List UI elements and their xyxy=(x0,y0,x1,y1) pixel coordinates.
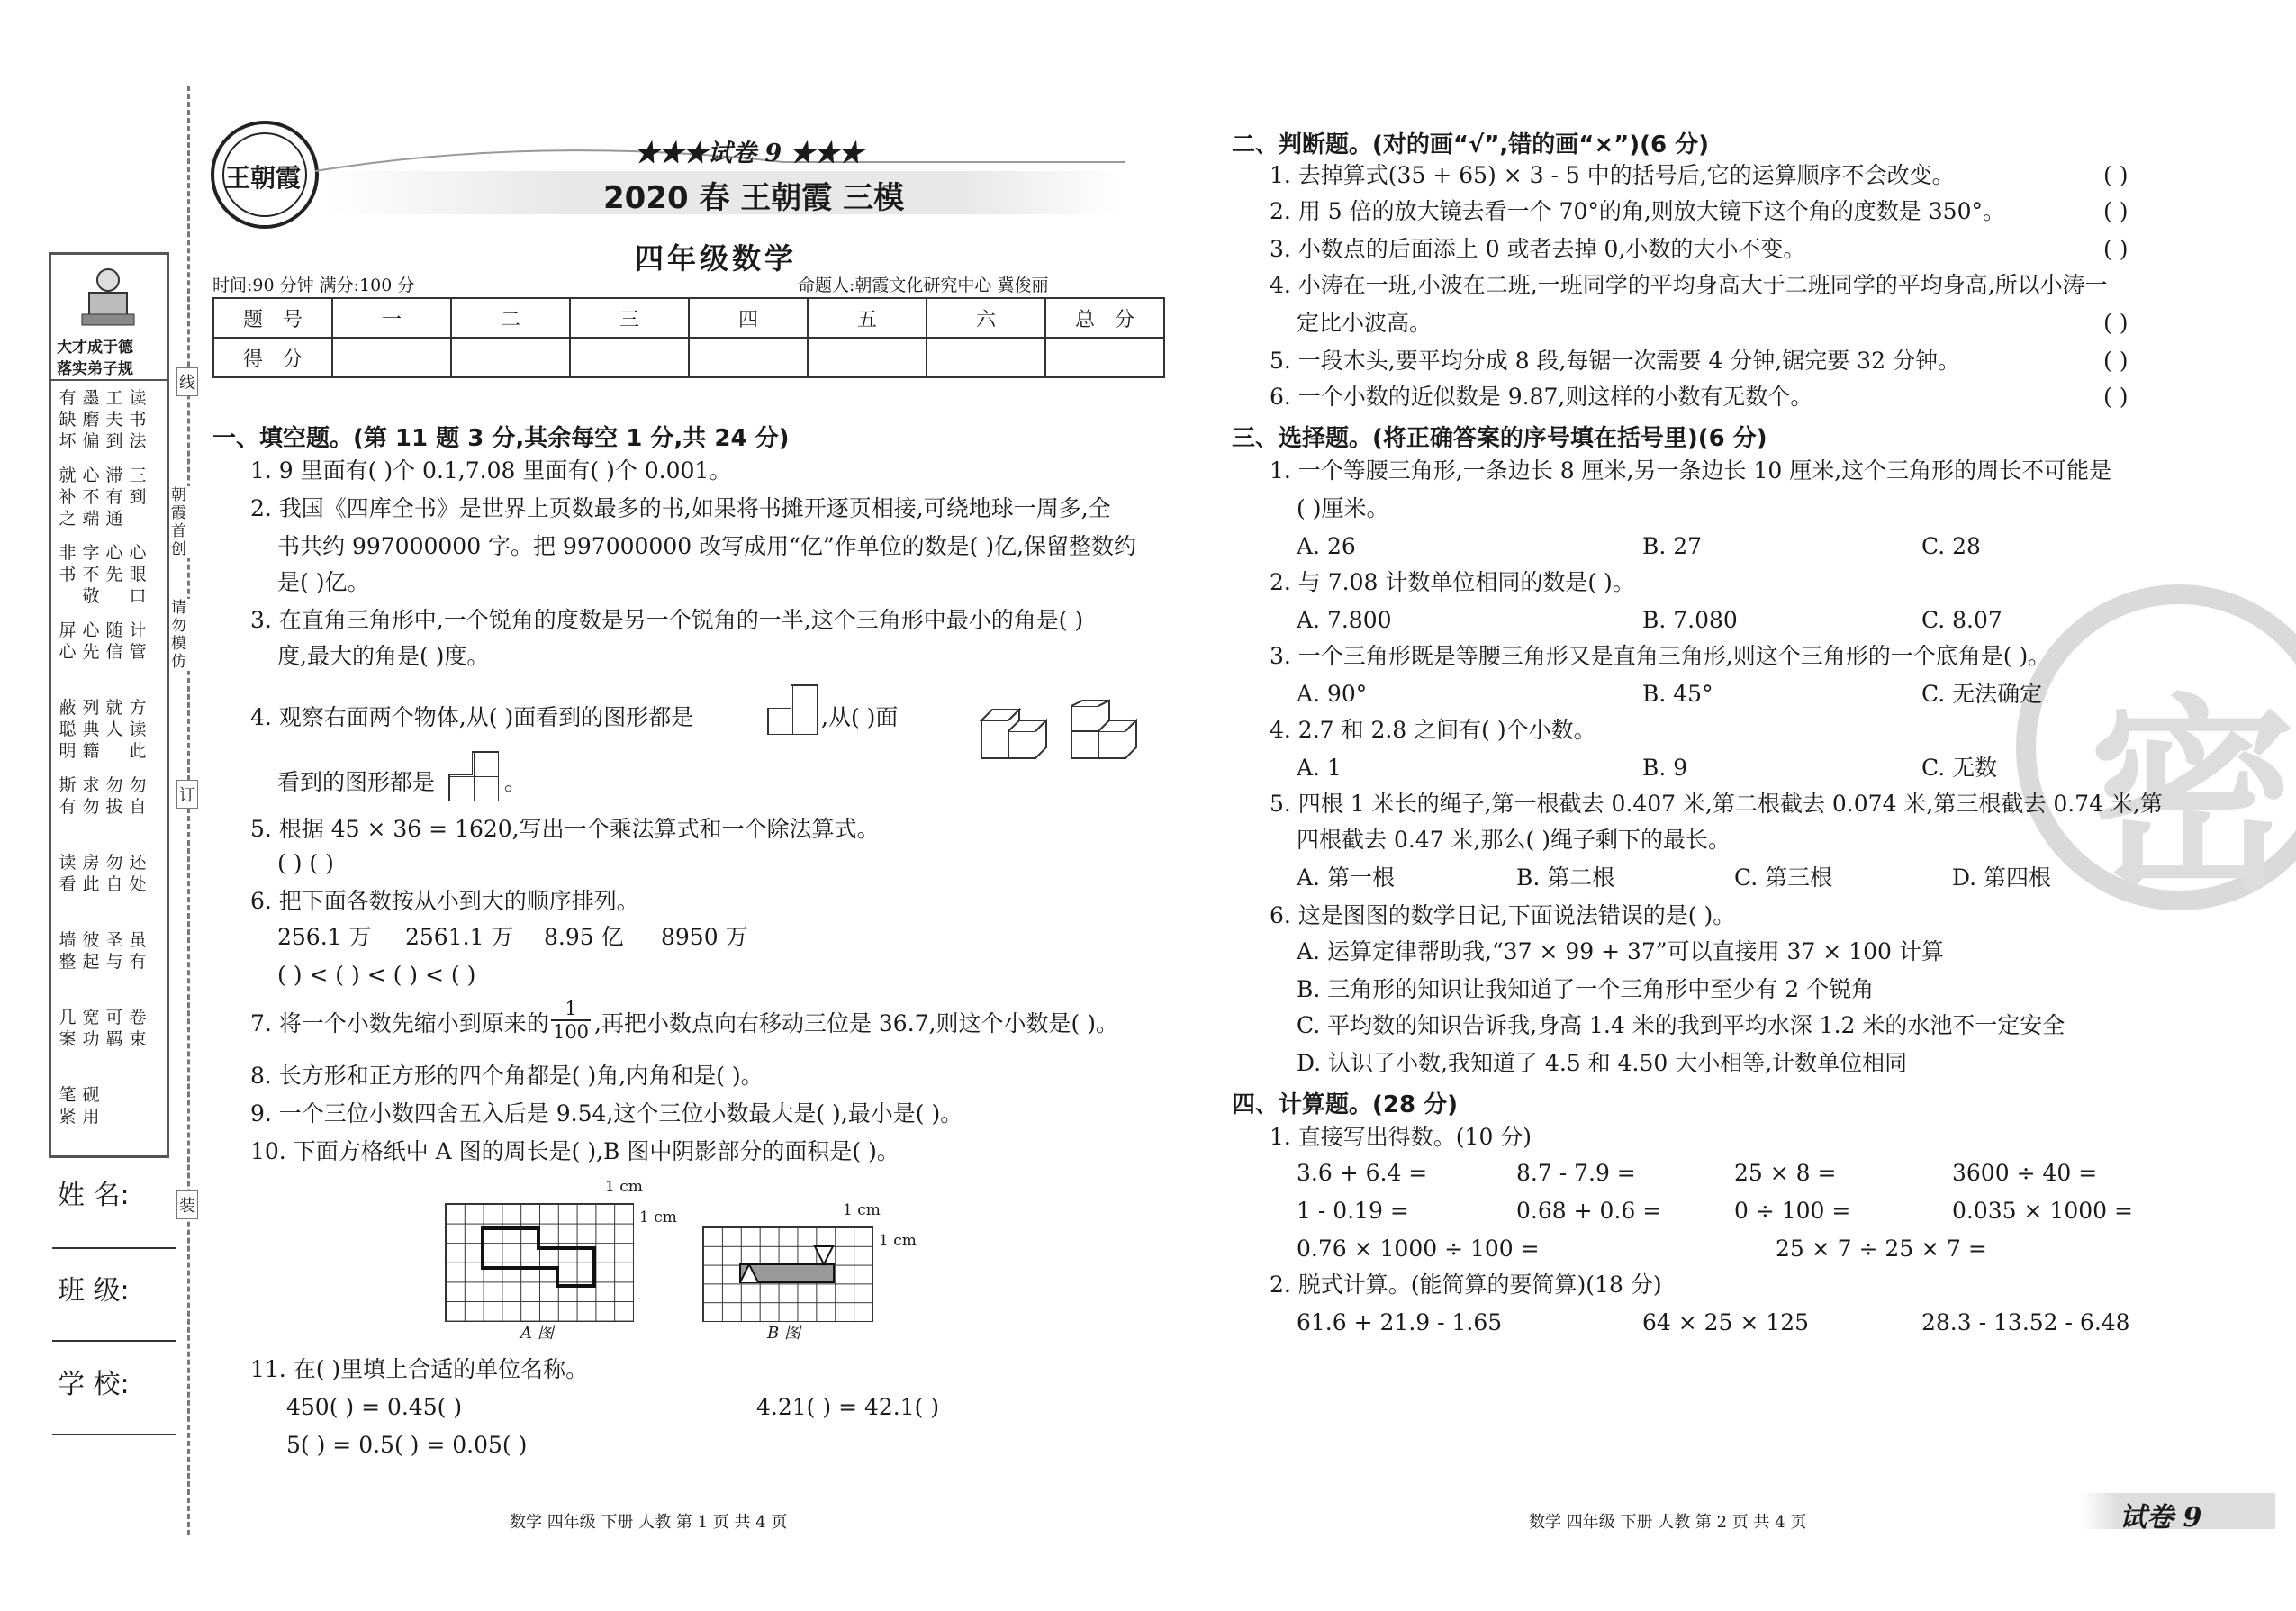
section-1-heading: 一、填空题。(第 11 题 3 分,其余每空 1 分,共 24 分) xyxy=(212,425,790,452)
judge-6: 6. 一个小数的近似数是 9.87,则这样的小数有无数个。 xyxy=(1270,384,1813,410)
calc-r1-3: 25 × 8 = xyxy=(1734,1160,1837,1186)
sidebar-verse-column: 字不敬 xyxy=(82,543,100,606)
calc-2-3: 28.3 - 13.52 - 6.48 xyxy=(1921,1309,2130,1335)
choice-2-opt-c: C. 8.07 xyxy=(1921,607,2002,633)
footer-left: 数学 四年级 下册 人教 第 1 页 共 4 页 xyxy=(510,1513,788,1532)
choice-5-opt-d: D. 第四根 xyxy=(1952,864,2052,891)
score-table xyxy=(212,297,1165,378)
question-7b: ,再把小数点向右移动三位是 36.7,则这个小数是( )。 xyxy=(594,1010,1118,1036)
class-label: 班 级: xyxy=(58,1275,130,1307)
sidebar-verse-column: 心先 xyxy=(105,543,123,584)
solid-figure-1 xyxy=(980,699,1043,758)
sidebar-verse-column: 随信 xyxy=(105,620,123,662)
sidebar-verse-column: 勿拔 xyxy=(105,775,123,817)
choice-3-opt-c: C. 无法确定 xyxy=(1921,681,2043,707)
question-4b: ,从( )面 xyxy=(821,704,899,730)
sidebar-verse-column: 圣与 xyxy=(105,930,123,972)
choice-4-opt-a: A. 1 xyxy=(1297,755,1342,781)
question-3a: 3. 在直角三角形中,一个锐角的度数是另一个锐角的一半,这个三角形中最小的角是( ) xyxy=(250,607,1084,633)
sidebar-verse-column: 求勿 xyxy=(82,775,100,817)
footer-right: 数学 四年级 下册 人教 第 2 页 共 4 页 xyxy=(1529,1513,1807,1532)
confidential-stamp: 密 xyxy=(2008,576,2278,919)
time-info: 时间:90 分钟 满分:100 分 xyxy=(212,276,415,295)
sidebar-verse-column: 勿自 xyxy=(129,775,147,817)
choice-2: 2. 与 7.08 计数单位相同的数是( )。 xyxy=(1270,569,1635,595)
sidebar-verse-column: 墨磨偏 xyxy=(82,388,100,451)
calc-r3-1: 0.76 × 1000 ÷ 100 = xyxy=(1297,1235,1540,1262)
choice-5-opt-b: B. 第二根 xyxy=(1516,864,1615,891)
q6-num-2: 2561.1 万 xyxy=(405,924,514,950)
judge-4-paren[interactable]: ( ) xyxy=(2103,310,2129,336)
question-4c: 看到的图形都是 xyxy=(277,769,436,795)
calc-r2-3: 0 ÷ 100 = xyxy=(1734,1198,1851,1224)
sidebar-verse-column: 砚用 xyxy=(82,1085,100,1127)
question-2a: 2. 我国《四库全书》是世界上页数最多的书,如果将书摊开逐页相接,可绕地球一周多,全 xyxy=(250,495,1111,521)
choice-6-opt-a: A. 运算定律帮助我,“37 × 99 + 37”可以直接用 37 × 100 计算 xyxy=(1297,938,1944,964)
school-label: 学 校: xyxy=(58,1369,130,1400)
sidebar-verse-column: 三到 xyxy=(129,466,147,507)
unit-label-b2: 1 cm xyxy=(879,1232,917,1250)
question-3b: 度,最大的角是( )度。 xyxy=(277,643,490,669)
series-label: ★★★试卷 9 ★★★ xyxy=(635,140,863,167)
question-8: 8. 长方形和正方形的四个角都是( )角,内角和是( )。 xyxy=(250,1063,764,1089)
choice-1b: ( )厘米。 xyxy=(1297,495,1389,521)
sidebar-verse-column: 就补之 xyxy=(59,466,77,529)
sidebar-verse-column: 虽有 xyxy=(129,930,147,972)
choice-4: 4. 2.7 和 2.8 之间有( )个小数。 xyxy=(1270,717,1596,743)
question-2b: 书共约 997000000 字。把 997000000 改写成用“亿”作单位的数是( )亿,保留整数约 xyxy=(277,533,1137,559)
section-3-heading: 三、选择题。(将正确答案的序号填在括号里)(6 分) xyxy=(1232,425,1767,452)
judge-1-paren[interactable]: ( ) xyxy=(2103,162,2129,188)
judge-4b: 定比小波高。 xyxy=(1297,310,1433,336)
binding-note-ding: 订 xyxy=(176,780,198,809)
sidebar-verse-column: 彼起 xyxy=(82,930,100,972)
question-7a: 7. 将一个小数先缩小到原来的 xyxy=(250,1010,549,1036)
choice-4-opt-b: B. 9 xyxy=(1642,755,1688,781)
question-1: 1. 9 里面有( )个 0.1,7.08 里面有( )个 0.001。 xyxy=(250,457,732,484)
judge-1: 1. 去掉算式(35 + 65) × 3 - 5 中的括号后,它的运算顺序不会改变。 xyxy=(1270,162,1955,188)
sidebar-verse-column: 工夫到 xyxy=(105,388,123,451)
calc-2-2: 64 × 25 × 125 xyxy=(1642,1309,1810,1335)
question-11b[interactable]: 4.21( ) = 42.1( ) xyxy=(756,1394,940,1420)
calc-r2-2: 0.68 + 0.6 = xyxy=(1516,1198,1662,1224)
question-5-blanks[interactable]: ( ) ( ) xyxy=(277,850,334,876)
binding-note-zhuang: 装 xyxy=(176,1190,198,1219)
choice-5-opt-c: C. 第三根 xyxy=(1734,864,1833,891)
score-value-row: 得 分 xyxy=(213,338,1164,377)
question-5: 5. 根据 45 × 36 = 1620,写出一个乘法算式和一个除法算式。 xyxy=(250,816,880,842)
choice-2-opt-a: A. 7.800 xyxy=(1297,607,1392,633)
sidebar-verse-column: 屏心 xyxy=(59,620,77,662)
choice-3-opt-b: B. 45° xyxy=(1642,681,1713,707)
question-2c: 是( )亿。 xyxy=(277,569,370,595)
sidebar-verse-column: 几案 xyxy=(59,1008,77,1049)
judge-3: 3. 小数点的后面添上 0 或者去掉 0,小数的大小不变。 xyxy=(1270,236,1806,262)
calc-2-1: 61.6 + 21.9 - 1.65 xyxy=(1297,1309,1503,1335)
sidebar-motto-1: 大才成于德 xyxy=(57,339,133,357)
sidebar-motto-2: 落实弟子规 xyxy=(57,360,133,378)
binding-note-2: 请勿模仿 xyxy=(171,599,191,671)
question-4a: 4. 观察右面两个物体,从( )面看到的图形都是 xyxy=(250,704,694,730)
question-6-blanks[interactable]: ( ) < ( ) < ( ) < ( ) xyxy=(277,962,476,988)
choice-1a: 1. 一个等腰三角形,一条边长 8 厘米,另一条边长 10 厘米,这个三角形的周长不可能是 xyxy=(1270,457,2112,484)
author-info: 命题人:朝霞文化研究中心 冀俊丽 xyxy=(798,276,1049,295)
choice-4-opt-c: C. 无数 xyxy=(1921,755,1998,781)
question-11a[interactable]: 450( ) = 0.45( ) xyxy=(286,1394,463,1420)
sidebar-verse-column: 心不端 xyxy=(82,466,100,529)
question-11: 11. 在( )里填上合适的单位名称。 xyxy=(250,1356,589,1382)
figure-b-shaded xyxy=(702,1226,873,1326)
sidebar-verse-column: 宽功 xyxy=(82,1008,100,1049)
question-6: 6. 把下面各数按从小到大的顺序排列。 xyxy=(250,888,639,914)
calc-1-title: 1. 直接写出得数。(10 分) xyxy=(1270,1124,1532,1150)
calc-r3-2: 25 × 7 ÷ 25 × 7 = xyxy=(1776,1235,1987,1262)
choice-5-opt-a: A. 第一根 xyxy=(1297,864,1395,891)
judge-5-paren[interactable]: ( ) xyxy=(2103,348,2129,374)
sidebar-verse-column: 读看 xyxy=(59,853,77,894)
sidebar-verse-column: 有缺坏 xyxy=(59,388,77,451)
sidebar-verse-column: 读书法 xyxy=(129,388,147,451)
sidebar-verse-column: 就人 xyxy=(105,698,123,739)
sidebar-verse-column: 心眼口 xyxy=(129,543,147,606)
choice-1-opt-b: B. 27 xyxy=(1642,533,1703,559)
sidebar-verse-column: 卷束 xyxy=(129,1008,147,1049)
sidebar-verse-column: 方读此 xyxy=(129,698,147,761)
choice-6: 6. 这是图图的数学日记,下面说法错误的是( )。 xyxy=(1270,902,1736,928)
judge-4a: 4. 小涛在一班,小波在二班,一班同学的平均身高大于二班同学的平均身高,所以小涛一 xyxy=(1270,272,2108,298)
choice-6-opt-d: D. 认识了小数,我知道了 4.5 和 4.50 大小相等,计数单位相同 xyxy=(1297,1050,1908,1076)
choice-6-opt-c: C. 平均数的知识告诉我,身高 1.4 米的我到平均水深 1.2 米的水池不一定安全 xyxy=(1297,1012,2065,1038)
name-label: 姓 名: xyxy=(58,1180,130,1211)
score-header-row: 题 号 一 二 三 四 五 六 总 分 xyxy=(213,298,1164,338)
choice-1-opt-c: C. 28 xyxy=(1921,533,1981,559)
sidebar-verse-column: 笔紧 xyxy=(59,1085,77,1127)
binding-note-xian: 线 xyxy=(176,367,198,396)
sidebar-verse-column: 斯有 xyxy=(59,775,77,817)
calc-r2-4: 0.035 × 1000 = xyxy=(1952,1198,2133,1224)
choice-1-opt-a: A. 26 xyxy=(1297,533,1356,559)
question-9: 9. 一个三位小数四舍五入后是 9.54,这个三位小数最大是( ),最小是( )。 xyxy=(250,1100,963,1127)
solid-figure-2 xyxy=(1070,699,1142,762)
calc-2-title: 2. 脱式计算。(能简算的要简算)(18 分) xyxy=(1270,1272,1662,1298)
q6-num-4: 8950 万 xyxy=(661,924,748,950)
choice-6-opt-b: B. 三角形的知识让我知道了一个三角形中至少有 2 个锐角 xyxy=(1297,976,1875,1002)
sidebar-verse-column: 墙整 xyxy=(59,930,77,972)
section-2-heading: 二、判断题。(对的画“√”,错的画“×”)(6 分) xyxy=(1232,131,1710,158)
binding-line xyxy=(187,86,190,1535)
sidebar-verse-column: 非书 xyxy=(59,543,77,584)
scholar-figure-icon xyxy=(78,264,138,329)
figure-a-caption: A 图 xyxy=(520,1324,554,1343)
sidebar-verse-column: 勿自 xyxy=(105,853,123,894)
judge-2-paren[interactable]: ( ) xyxy=(2103,198,2129,224)
figure-b-caption: B 图 xyxy=(767,1324,800,1343)
binding-note-1: 朝霞首创 xyxy=(171,486,191,558)
choice-3-opt-a: A. 90° xyxy=(1297,681,1368,707)
choice-5a: 5. 四根 1 米长的绳子,第一根截去 0.407 米,第二根截去 0.074 米,第三根截去 0.74 米,第 xyxy=(1270,791,2163,817)
q6-num-3: 8.95 亿 xyxy=(544,924,624,950)
unit-label-a2: 1 cm xyxy=(639,1208,677,1226)
judge-6-paren[interactable]: ( ) xyxy=(2103,384,2129,410)
sidebar-verse-column: 还处 xyxy=(129,853,147,894)
sidebar-verse-column: 计管 xyxy=(129,620,147,662)
exam-title: 2020 春 王朝霞 三模 xyxy=(603,180,905,216)
brand-logo: 王朝霞 xyxy=(209,119,321,231)
page-badge-text: 试卷 9 xyxy=(2120,1502,2202,1534)
section-4-heading: 四、计算题。(28 分) xyxy=(1232,1091,1458,1118)
question-11c[interactable]: 5( ) = 0.5( ) = 0.05( ) xyxy=(286,1432,528,1458)
judge-3-paren[interactable]: ( ) xyxy=(2103,236,2129,262)
calc-r1-1: 3.6 + 6.4 = xyxy=(1297,1160,1428,1186)
sidebar-verse-column: 心先 xyxy=(82,620,100,662)
choice-2-opt-b: B. 7.080 xyxy=(1642,607,1738,633)
sidebar-verse-column: 可羁 xyxy=(105,1008,123,1049)
sidebar-verse-column: 滞有通 xyxy=(105,466,123,529)
choice-3: 3. 一个三角形既是等腰三角形又是直角三角形,则这个三角形的一个底角是( )。 xyxy=(1270,643,2051,669)
calc-r2-1: 1 - 0.19 = xyxy=(1297,1198,1409,1224)
question-4d: 。 xyxy=(504,769,528,795)
judge-2: 2. 用 5 倍的放大镜去看一个 70°的角,则放大镜下这个角的度数是 350°。 xyxy=(1270,198,2005,224)
unit-label-b: 1 cm xyxy=(843,1201,881,1219)
subject-title: 四年级数学 xyxy=(635,241,798,276)
choice-5b: 四根截去 0.47 米,那么( )绳子剩下的最长。 xyxy=(1297,827,1731,853)
judge-5: 5. 一段木头,要平均分成 8 段,每锯一次需要 4 分钟,锯完要 32 分钟。 xyxy=(1270,348,1960,374)
q6-num-1: 256.1 万 xyxy=(277,924,372,950)
calc-r1-4: 3600 ÷ 40 = xyxy=(1952,1160,2098,1186)
sidebar-verse-column: 房此 xyxy=(82,853,100,894)
figure-a-outline xyxy=(445,1203,634,1326)
unit-label-a: 1 cm xyxy=(605,1178,643,1196)
fraction: 1 100 xyxy=(552,998,590,1043)
sidebar-verse-column: 蔽聪明 xyxy=(59,698,77,761)
question-10: 10. 下面方格纸中 A 图的周长是( ),B 图中阴影部分的面积是( )。 xyxy=(250,1138,899,1164)
calc-r1-2: 8.7 - 7.9 = xyxy=(1516,1160,1636,1186)
sidebar-verse-column: 列典籍 xyxy=(82,698,100,761)
